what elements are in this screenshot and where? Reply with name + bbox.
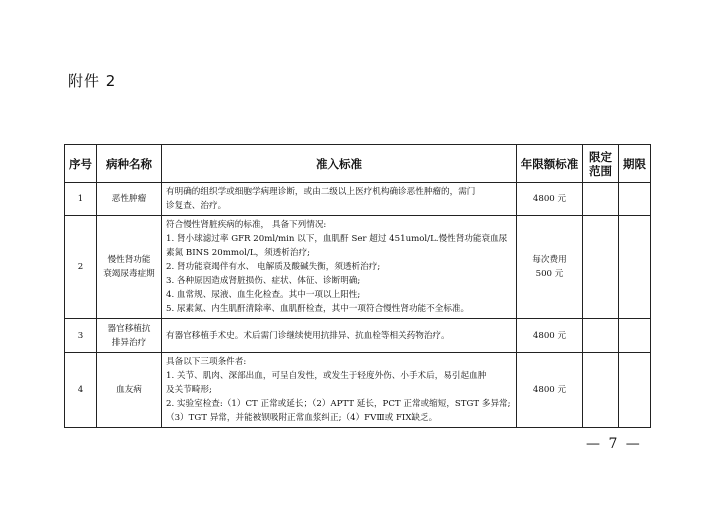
standard-text-line: 具备以下三项条件者: [166,357,247,367]
limit-amount-line: 500 元 [535,269,564,279]
cell-standard [162,353,517,428]
limit-amount-line: 每次费用 [532,255,567,265]
table-row [65,353,651,428]
cell-standard [162,216,517,319]
limit-amount-line: 4800 元 [532,385,567,395]
disease-name-line: 慢性肾功能 [107,255,151,265]
cell-disease [97,183,162,216]
cell-limit [517,183,583,216]
standard-text-line: （3）TGT 异常，并能被钡吸附正常血浆纠正;（4）FVⅢ或 FIX缺乏。 [166,413,438,423]
table-header-row [65,145,651,183]
header-standard: 准入标准 [162,145,517,183]
limit-amount-line: 4800 元 [532,330,567,341]
header-period: 期限 [619,145,651,183]
header-scope [583,145,619,183]
standard-text-line: 诊复查、治疗。 [166,201,227,211]
cell-scope [583,216,619,319]
cell-scope [583,183,619,216]
header-disease: 病种名称 [97,145,162,183]
table-row [65,319,651,353]
row-number: 1 [77,194,84,204]
standard-text-line: 符合慢性肾脏疾病的标准， 具备下列情况: [166,220,327,230]
cell-period [619,183,651,216]
cell-period [619,216,651,319]
row-number: 2 [77,262,84,272]
cell-scope [583,353,619,428]
disease-name-line: 排异治疗 [111,337,147,348]
cell-disease [97,319,162,353]
table-row [65,216,651,319]
header-no: 序号 [65,145,97,183]
cell-disease [97,353,162,428]
standard-text-line: 素氮 BINS 20mmol/L，须透析治疗; [166,248,310,258]
attachment-label: 附件 2 [68,72,117,90]
admission-standards-table [64,144,651,428]
cell-scope [583,319,619,353]
cell-limit [517,319,583,353]
cell-no [65,319,97,353]
cell-limit [517,353,583,428]
standard-text-line: 3. 各种原因造成肾脏损伤、症状、体征、诊断明确; [166,276,361,286]
cell-no [65,216,97,319]
standard-text-line: 1. 肾小球滤过率 GFR 20ml/min 以下，血肌酐 Ser 超过 451umol/L.慢性肾功能衰血尿 [166,234,508,244]
standard-text-line: 1. 关节、肌肉、深部出血，可呈自发性，或发生于轻度外伤、小手术后，易引起血肿 [166,371,487,381]
disease-name-line: 器官移植抗 [107,323,151,334]
standard-text-line: 有器官移植手术史。术后需门诊继续使用抗排异、抗血栓等相关药物治疗。 [166,330,450,341]
cell-no [65,183,97,216]
limit-amount-line: 4800 元 [532,194,567,204]
cell-period [619,319,651,353]
cell-standard [162,319,517,353]
standard-text-line: 及关节畸形; [166,385,212,395]
standard-text-line: 有明确的组织学或细胞学病理诊断，或由二级以上医疗机构确诊恶性肿瘤的，需门 [166,187,476,197]
standard-text-line: 4. 血常规、尿液、血生化检查。其中一项以上阳性; [166,290,361,300]
table-row [65,183,651,216]
standard-text-line: 2. 实验室检查:（1）CT 正常或延长；（2）APTT 延长，PCT 正常或缩短，STGT 多异常; [166,399,511,409]
row-number: 3 [77,330,84,341]
page-number: — 7 — [586,436,642,452]
cell-standard [162,183,517,216]
cell-limit [517,216,583,319]
cell-period [619,353,651,428]
header-scope-text: 限定范围 [589,149,612,178]
disease-name-line: 衰竭尿毒症期 [103,269,155,279]
disease-name-line: 血友病 [116,385,142,395]
standard-text-line: 2. 肾功能衰竭伴有水、 电解质及酸碱失衡，须透析治疗; [166,262,381,272]
disease-name-line: 恶性肿瘤 [111,194,147,204]
header-limit: 年限额标准 [517,145,583,183]
cell-disease [97,216,162,319]
cell-no [65,353,97,428]
row-number: 4 [77,385,84,395]
standard-text-line: 5. 尿素氮、内生肌酐清除率、血肌酐检查，其中一项符合慢性肾功能不全标准。 [166,304,470,314]
